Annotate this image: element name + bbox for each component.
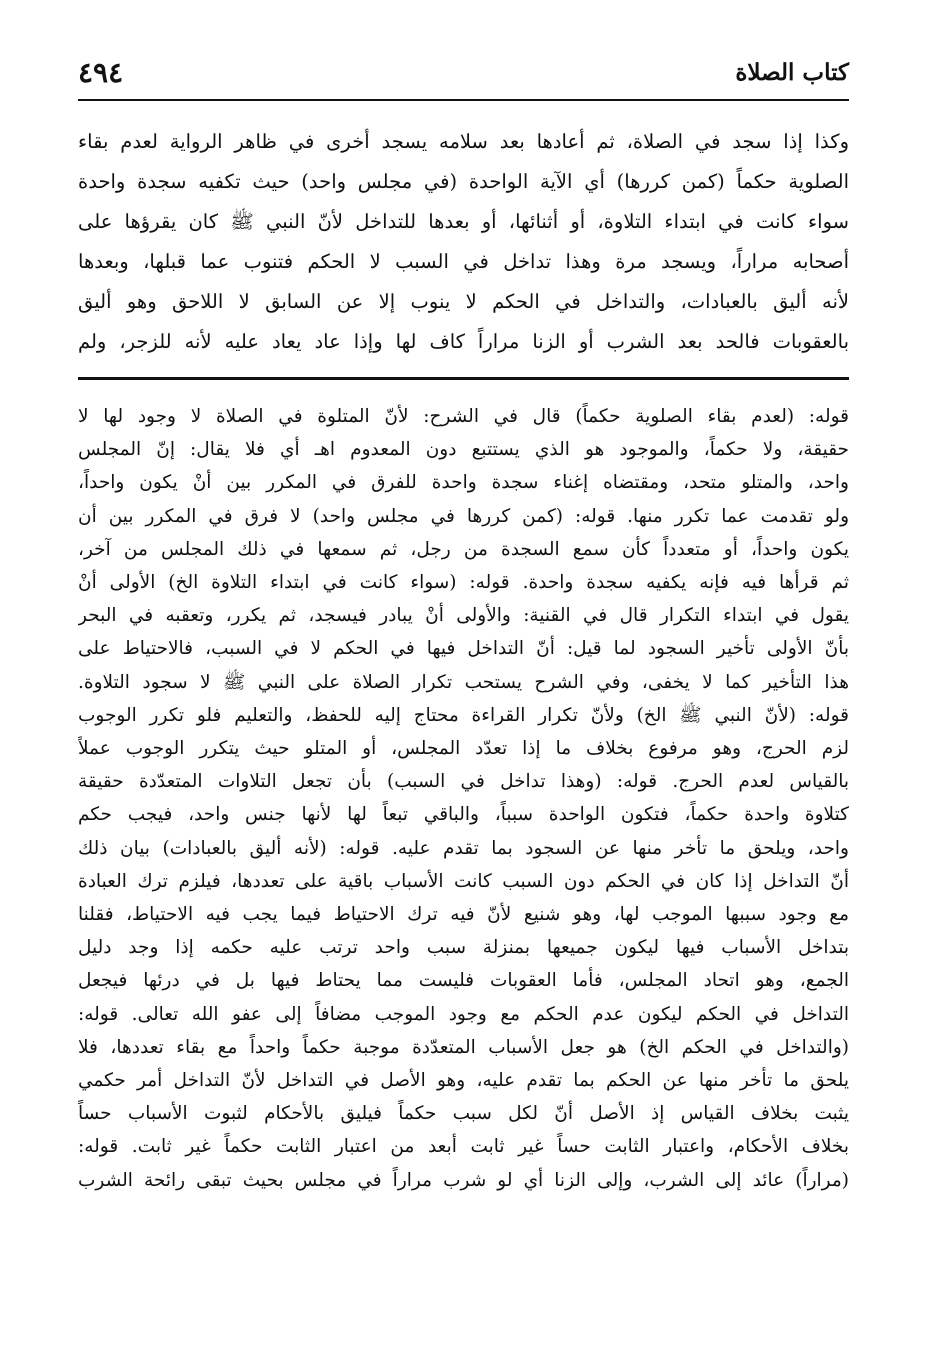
main-text-line: لأنه أليق بالعبادات، والتداخل في الحكم لا ينوب إلا عن السابق لا اللاحق وهو أليق bbox=[78, 290, 849, 313]
commentary-line: كتلاوة واحدة حكماً، فتكون الواحدة سبباً، والباقي تبعاً لها لأنها جنس واحد، فيجب حكم bbox=[78, 804, 849, 826]
commentary-line: الجمع، وهو اتحاد المجلس، فأما العقوبات فليست مما يحتاط فيها بل في درئها فيجعل bbox=[78, 970, 849, 992]
commentary-line: مع وجود سببها الموجب لها، وهو شنيع لأنّ فيه ترك الاحتياط فيما يجب فيه الاحتياط، فقلنا bbox=[78, 904, 849, 926]
footnote-divider bbox=[78, 377, 849, 380]
commentary-line: بتداخل الأسباب فيها ليكون جميعها بمنزلة سبب واحد ترتب عليه حكمه إذا وجد دليل bbox=[78, 937, 849, 959]
commentary-line: يلحق ما تأخر منها عن الحكم بما تقدم عليه، وهو الأصل في التداخل لأنّ التداخل أمر حكمي bbox=[78, 1070, 849, 1092]
commentary-line: التداخل في الحكم ليكون عدم الحكم مع وجود الموجب مضافاً إلى عفو الله تعالى. قوله: bbox=[78, 1003, 849, 1025]
commentary-line: يقول في ابتداء التكرار قال في القنية: والأولى أنْ يبادر فيسجد، ثم يكرر، وتعقبه في البحر bbox=[78, 605, 849, 627]
commentary-line: ثم قرأها فيه فإنه يكفيه سجدة واحدة. قوله: (سواء كانت في ابتداء التلاوة الخ) الأولى أنْ bbox=[78, 572, 849, 594]
page-header bbox=[78, 52, 849, 92]
commentary-line: (مراراً) عائد إلى الشرب، وإلى الزنا أي لو شرب مراراً في مجلس بحيث تبقى رائحة الشرب bbox=[78, 1169, 849, 1191]
book-title: كتاب الصلاة bbox=[735, 58, 849, 86]
commentary-line: ولو تقدمت عما تكرر منها. قوله: (كمن كررها في مجلس واحد) لا فرق في المكرر بين أن bbox=[78, 505, 849, 527]
commentary-line: واحد، ويلحق ما تأخر منها عن السجود بما تقدم عليه. قوله: (لأنه أليق بالعبادات) بيان ذلك bbox=[78, 837, 849, 859]
main-text-line: سواء كانت في ابتداء التلاوة، أو أثنائها، أو بعدها للتداخل لأنّ النبي ﷺ كان يقرؤها على bbox=[78, 210, 849, 233]
commentary-line: بأنّ الأولى تأخير السجود لما قيل: أنّ التداخل فيها في الحكم لا في السبب، فالاحتياط على bbox=[78, 638, 849, 660]
main-text-line: الصلوية حكماً (كمن كررها) أي الآية الواحدة (في مجلس واحد) حيث تكفيه سجدة واحدة bbox=[78, 170, 849, 193]
commentary-line: هذا التأخير كما لا يخفى، وفي الشرح يستحب تكرار الصلاة على النبي ﷺ لا سجود التلاوة. bbox=[78, 671, 849, 693]
main-text-line: بالعقوبات فالحد بعد الشرب أو الزنا مراراً كاف لها وإذا عاد يعاد عليه لأنه للزجر، ولم bbox=[78, 330, 849, 353]
commentary-line: قوله: (لأنّ النبي ﷺ الخ) ولأنّ تكرار القراءة محتاج إليه للحفظ، والتعليم فلو تكرر الوجوب bbox=[78, 704, 849, 726]
commentary-line: قوله: (لعدم بقاء الصلوية حكماً) قال في الشرح: لأنّ المتلوة في الصلاة لا وجود لها لا bbox=[78, 406, 849, 427]
commentary-line: (والتداخل في الحكم الخ) هو جعل الأسباب المتعدّدة موجبة حكماً واحداً مع بقاء تعددها، فلا bbox=[78, 1036, 849, 1058]
main-text-line: وكذا إذا سجد في الصلاة، ثم أعادها بعد سلامه يسجد أخرى في ظاهر الرواية لعدم بقاء bbox=[78, 130, 849, 153]
commentary-line: أنّ التداخل إذا كان في الحكم دون السبب كانت الأسباب باقية على تعددها، فيلزم ترك العبادة bbox=[78, 870, 849, 892]
commentary-line: بخلاف الأحكام، واعتبار الثابت حساً غير ثابت أبعد من اعتبار الثابت حكماً غير ثابت. قوله: bbox=[78, 1136, 849, 1158]
commentary-line: بالقياس لعدم الحرج. قوله: (وهذا تداخل في السبب) بأن تجعل التلاوات المتعدّدة حقيقة bbox=[78, 771, 849, 793]
page-number: ٤٩٤ bbox=[78, 55, 124, 89]
commentary-line: حقيقة، ولا حكماً، والموجود هو الذي يستتبع دون المعدوم اهـ أي فلا يقال: إنّ المجلس bbox=[78, 439, 849, 461]
header-rule bbox=[78, 99, 849, 101]
commentary-line: يثبت بخلاف القياس إذ الأصل أنّ لكل سبب حكماً فيليق بالأحكام لثبوت الأسباب حساً bbox=[78, 1103, 849, 1125]
main-text-line: أصحابه مراراً، ويسجد مرة وهذا تداخل في السبب لا الحكم فتنوب عما قبلها، وبعدها bbox=[78, 250, 849, 273]
commentary-line: يكون واحداً، أو متعدداً كأن سمع السجدة من رجل، ثم سمعها في ذلك المجلس من آخر، bbox=[78, 538, 849, 560]
commentary-line: واحد، والمتلو متحد، ومقتضاه إغناء سجدة واحدة للفرق في المكرر بين أنْ يكون واحداً، bbox=[78, 472, 849, 494]
commentary-block bbox=[78, 400, 849, 1197]
main-text-block bbox=[78, 122, 849, 362]
commentary-line: لزم الحرج، وهو مرفوع بخلاف ما إذا تعدّد المجلس، أو المتلو حيث يتكرر الوجوب عملاً bbox=[78, 738, 849, 760]
